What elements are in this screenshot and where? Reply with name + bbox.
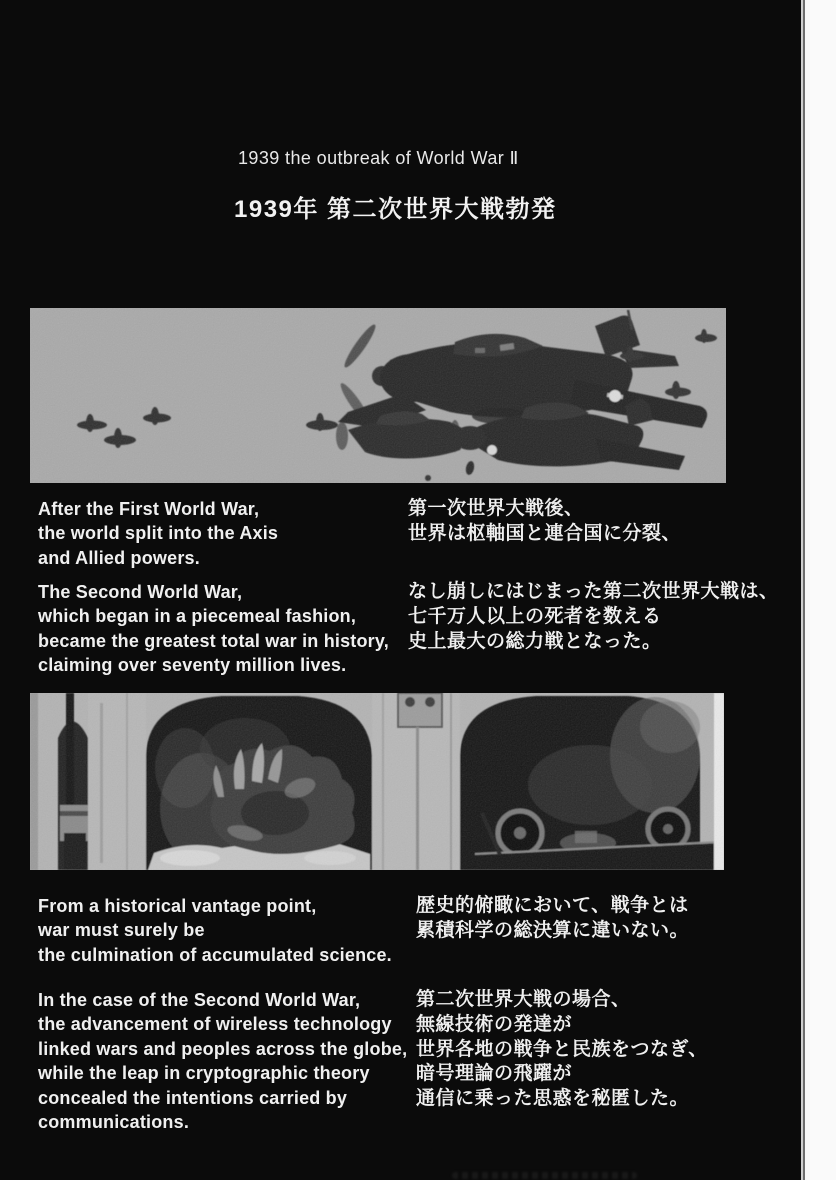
caption-en-after-ww1: After the First World War, the world split into the Axis and Allied powers.	[38, 499, 279, 568]
bombers-photo	[30, 308, 726, 483]
caption-en-second-world-war: The Second World War, which began in a piecemeal fashion, became the greatest total war in history, claiming over seventy million lives.	[38, 582, 389, 676]
cutoff-text-remnant	[452, 1172, 637, 1179]
chapter-title-english: 1939 the outbreak of World War Ⅱ	[238, 148, 519, 168]
caption-en-historical-vantage: From a historical vantage point, war must surely be the culmination of accumulated science.	[38, 896, 392, 965]
caption-jp-wireless-cryptography: 第二次世界大戦の場合、 無線技術の発達が 世界各地の戦争と民族をつなぎ、 暗号理論の飛躍が 通信に乗った思惑を秘匿した。	[416, 989, 708, 1110]
scan-white-margin	[803, 0, 836, 1180]
caption-en-wireless-cryptography: In the case of the Second World War, the advancement of wireless technology linked wars and peoples across the globe, while the leap in cryptographic theory concealed the intentions carried by communications.	[38, 990, 408, 1133]
chapter-title-japanese: 1939年 第二次世界大戦勃発	[234, 196, 557, 223]
caption-jp-second-world-war: なし崩しにはじまった第二次世界大戦は、 七千万人以上の死者を数える 史上最大の総力戦となった。	[408, 581, 779, 652]
caption-jp-historical-vantage: 歴史的俯瞰において、戦争とは 累積科学の総決算に違いない。	[416, 895, 690, 941]
furnaces-photo	[30, 693, 724, 870]
caption-jp-after-ww1: 第一次世界大戦後、 世界は枢軸国と連合国に分裂、	[408, 498, 682, 544]
